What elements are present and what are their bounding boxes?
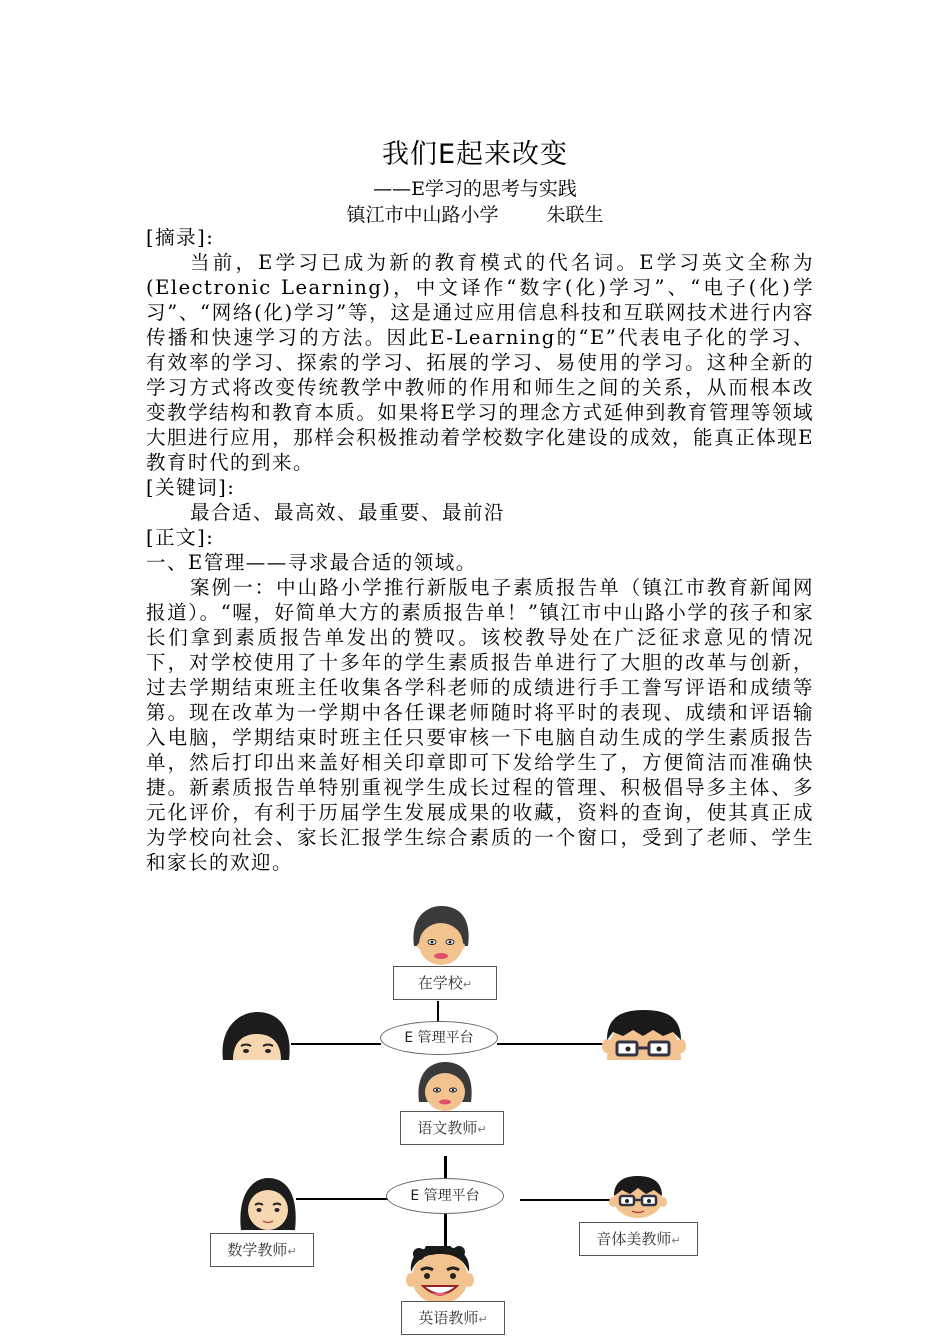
e-management-diagram [0,880,950,1344]
female-teacher-avatar-icon [408,906,474,968]
document-subtitle: ——E学习的思考与实践 [373,178,577,200]
return-mark-icon: ↵ [671,1234,681,1247]
math-teacher-avatar-icon [237,1178,299,1230]
arts-teacher-box: 音体美教师↵ [579,1222,698,1256]
body-text [146,225,814,875]
female-parent-avatar-icon [219,1012,293,1060]
case1-paragraph: 案例一：中山路小学推行新版电子素质报告单（镇江市教育新闻网报道）。“喔，好简单大方的素质报告单！”镇江市中山路小学的孩子和家长们拿到素质报告单发出的赞叹。该校教导处在广泛征求意见的情况下，对学校使用了十多年的学生素质报告单进行了大胆的改革与创新，过去学期结束班主任收集各学科老师的成绩进行手工誊写评语和成绩等第。现在改革为一学期中各任课老师随时将平时的表现、成绩和评语输入电脑，学期结束时班主任只要审核一下电脑自动生成的学生素质报告单，然后打印出来盖好相关印章即可下发给学生了，方便简洁而准确快捷。新素质报告单特别重视学生成长过程的管理、积极倡导多主体、多元化评价，有利于历届学生发展成果的收藏，资料的查询，使其真正成为学校向社会、家长汇报学生综合素质的一个窗口，受到了老师、学生和家长的欢迎。 [146,576,814,874]
keywords-text: 最合适、最高效、最重要、最前沿 [190,501,506,524]
connector-line [296,1198,388,1200]
e-management-platform-1: E 管理平台 [380,1021,498,1055]
author-line [0,200,950,227]
return-mark-icon: ↵ [287,1245,297,1258]
english-teacher-box: 英语教师↵ [401,1301,505,1335]
arts-teacher-avatar-icon [608,1176,668,1218]
author-school: 镇江市中山路小学 [346,204,499,226]
connector-line [497,1043,603,1045]
return-mark-icon: ↵ [477,1123,487,1136]
math-teacher-box: 数学教师↵ [210,1233,314,1267]
chinese-teacher-avatar-icon [415,1062,475,1112]
connector-line [291,1043,381,1045]
chinese-teacher-box: 语文教师↵ [400,1111,504,1145]
connector-line [520,1199,610,1201]
english-teacher-avatar-icon [405,1246,475,1304]
connector-line [444,1156,447,1180]
keywords-heading: [关键词]: [146,476,236,499]
abstract-text: 当前，E学习已成为新的教育模式的代名词。E学习英文全称为(Electronic Learning)，中文译作“数字(化)学习”、“电子(化)学习”、“网络(化)学习”等，这是通过应用信息科技和互联网技术进行内容传播和快速学习的方法。因此E-Learning的“E”代表电子化的学习、有效率的学习、探索的学习、拓展的学习、易使用的学习。这种全新的学习方式将改变传统教学中教师的作用和师生之间的关系，从而根本改变教学结构和教育本质。如果将E学习的理念方式延伸到教育管理等领域大胆进行应用，那样会积极推动着学校数字化建设的成效，能真正体现E教育时代的到来。 [146,251,814,474]
school-box: 在学校↵ [393,966,497,1000]
return-mark-icon: ↵ [478,1313,488,1326]
author-name: 朱联生 [546,204,604,226]
abstract-heading: [摘录]: [146,226,215,249]
main-text-heading: [正文]: [146,526,215,549]
section1-heading: 一、E管理——寻求最合适的领域。 [146,551,477,574]
male-parent-avatar-icon [601,1010,687,1060]
return-mark-icon: ↵ [462,978,473,991]
e-management-platform-2: E 管理平台 [386,1178,504,1214]
connector-line [444,1212,447,1248]
document-title: 我们E起来改变 [381,139,569,170]
